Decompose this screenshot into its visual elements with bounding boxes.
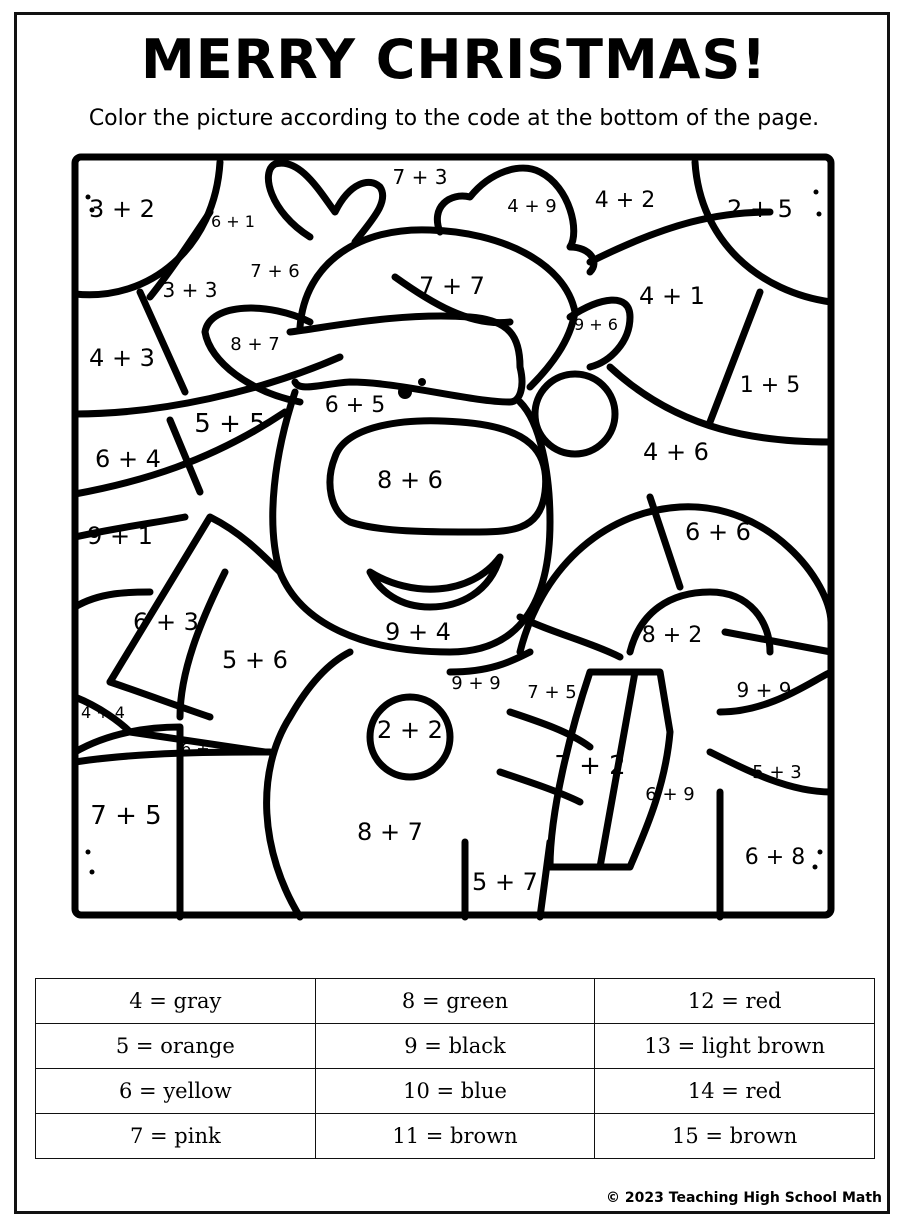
problem-label: 6 + 3 (133, 608, 199, 636)
region-line (695, 162, 831, 302)
problem-label: 8 + 7 (357, 818, 423, 846)
region-line (75, 592, 150, 607)
eye (398, 385, 412, 399)
problem-label: 9 + 9 (736, 678, 792, 702)
problem-label: 6 + 8 (744, 845, 806, 870)
body-right (450, 652, 530, 672)
problem-label: 5 + 7 (472, 868, 538, 896)
problem-label: 3 + 3 (162, 278, 218, 302)
problem-label: 4 + 9 (507, 196, 557, 217)
problem-label: 6 + 6 (685, 518, 751, 546)
key-cell: 11 = brown (315, 1114, 595, 1159)
problem-label: 3 + 2 (89, 195, 155, 223)
body (267, 652, 350, 917)
problem-label: 4 + 3 (89, 344, 155, 372)
region-line (710, 292, 760, 422)
problem-label: 6 + 4 (95, 445, 161, 473)
dot (817, 212, 822, 217)
problem-label: 2 + 5 (727, 195, 793, 223)
key-cell: 4 = gray (36, 979, 316, 1024)
coloring-picture (70, 152, 836, 922)
eye-small (418, 378, 426, 386)
key-row (36, 1024, 875, 1069)
dot (818, 850, 823, 855)
key-row (36, 979, 875, 1024)
key-cell: 9 = black (315, 1024, 595, 1069)
key-cell: 14 = red (595, 1069, 875, 1114)
color-key (35, 978, 875, 1159)
scarf-left-lower2 (75, 752, 270, 762)
problem-label: 9 + 1 (87, 522, 153, 550)
region-line (180, 572, 225, 717)
problem-label: 2 + 2 (377, 716, 443, 744)
region-line (140, 292, 185, 392)
problem-label: 8 + 2 (641, 623, 703, 648)
problem-label: 6 + 1 (211, 212, 255, 231)
smile (370, 557, 500, 607)
problem-label: 7 + 2 (554, 751, 626, 781)
instructions: Color the picture according to the code at the bottom of the page. (88, 106, 820, 131)
key-cell: 13 = light brown (595, 1024, 875, 1069)
problem-label: 6 + 9 (645, 784, 695, 805)
problem-label: 7 + 5 (90, 801, 162, 831)
copyright: © 2023 Teaching High School Math (606, 1190, 882, 1206)
key-cell: 15 = brown (595, 1114, 875, 1159)
problem-label: 4 + 2 (594, 188, 656, 213)
problem-label: 7 + 5 (527, 682, 577, 703)
dot (90, 870, 95, 875)
dot (813, 865, 818, 870)
pompom (535, 374, 615, 454)
problem-label: 8 + 6 (377, 466, 443, 494)
key-row (36, 1114, 875, 1159)
problem-label: 5 + 3 (752, 762, 802, 783)
problem-label: 1 + 5 (739, 373, 801, 398)
problem-label: 8 + 7 (230, 334, 280, 355)
problem-label: 7 + 3 (392, 165, 448, 189)
problem-label: 9 + 4 (385, 618, 451, 646)
dot (86, 850, 91, 855)
dot (814, 190, 819, 195)
problem-label: 4 + 4 (81, 703, 125, 722)
problem-label: 5 + 5 (194, 409, 266, 439)
key-cell: 10 = blue (315, 1069, 595, 1114)
scarf-left-band (110, 682, 210, 717)
problem-label: 5 + 6 (222, 646, 288, 674)
page-title: MERRY CHRISTMAS! (140, 28, 767, 91)
region-line (725, 632, 831, 652)
problem-label: 9 + 6 (574, 315, 618, 334)
problem-label: 6 + 5 (324, 393, 386, 418)
key-cell: 7 = pink (36, 1114, 316, 1159)
key-cell: 12 = red (595, 979, 875, 1024)
region-line (520, 617, 620, 657)
key-cell: 8 = green (315, 979, 595, 1024)
problem-label: 7 + 6 (250, 261, 300, 282)
key-row (36, 1069, 875, 1114)
hat (300, 230, 575, 387)
antler-right (437, 168, 594, 272)
problem-label: 6 + 2 (181, 739, 225, 758)
ear-left (205, 308, 310, 402)
problem-label: 9 + 9 (451, 673, 501, 694)
key-cell: 6 = yellow (36, 1069, 316, 1114)
problem-label: 4 + 6 (643, 438, 709, 466)
problem-label: 7 + 7 (419, 272, 485, 300)
key-cell: 5 = orange (36, 1024, 316, 1069)
antler-left (268, 163, 382, 242)
problem-label: 4 + 1 (639, 282, 705, 310)
